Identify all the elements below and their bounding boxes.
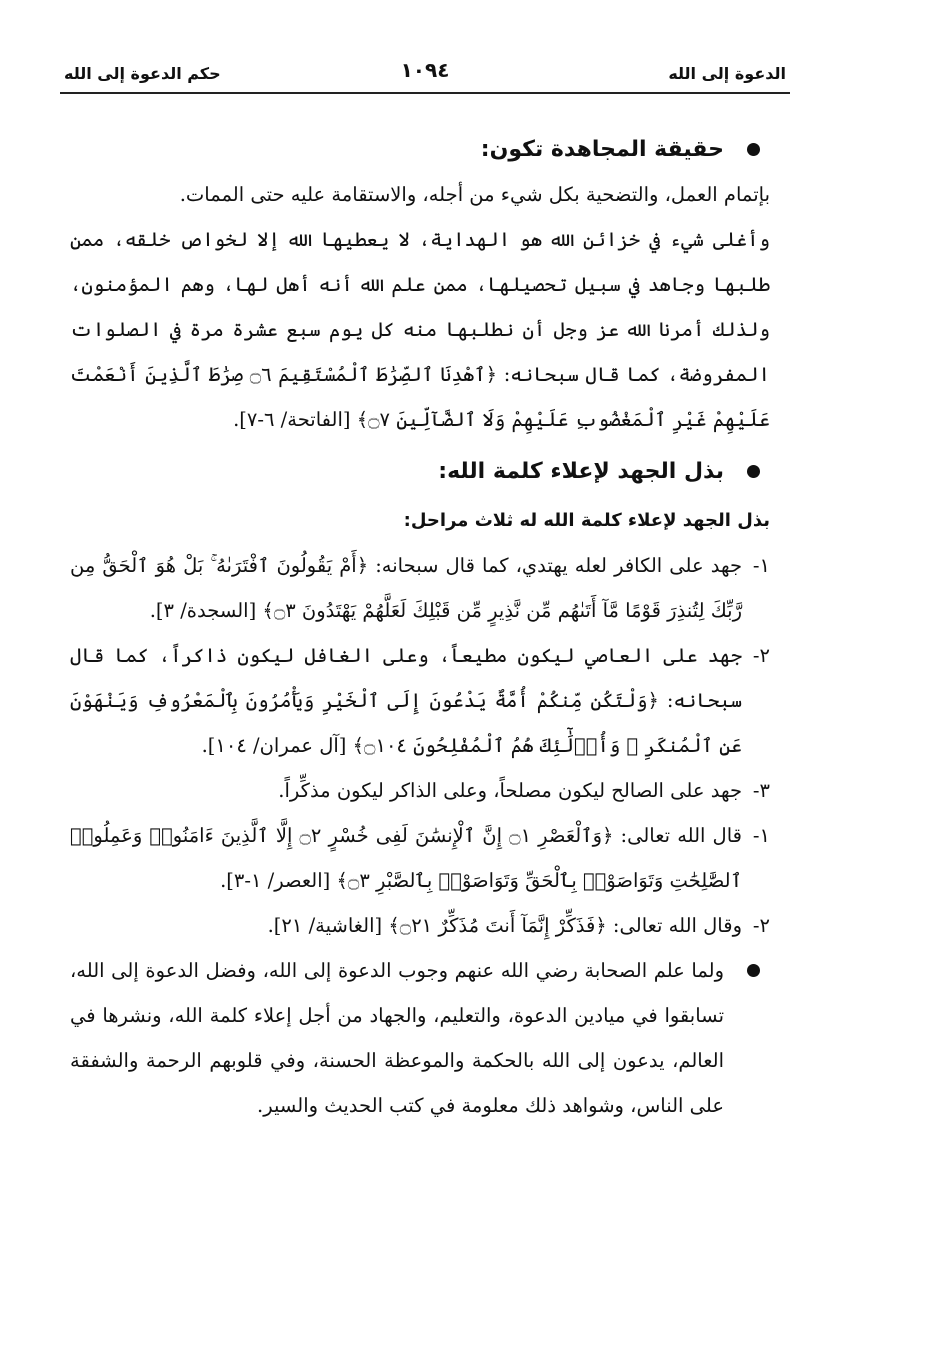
list-number: ١- <box>752 554 770 577</box>
list-item-text: جهد على العاصي ليكون مطيعاً، وعلى الغافل ليكون ذاكراً، كما قال سبحانه: ﴿وَلْتَكُن مِّنكُمْ أُمَّةٌ يَدْعُونَ إِلَى ٱلْخَيْرِ وَيَأْمُرُونَ بِٱلْمَعْرُوفِ وَيَنْهَوْنَ عَنِ ٱلْمُنكَرِ ۚ وَأُو۟لَٰٓئِكَ هُمُ ٱلْمُفْلِحُونَ ۝١٠٤﴾ [آل عمران/ ١٠٤]. <box>70 644 742 757</box>
chapter-title: حكم الدعوة إلى الله <box>64 64 221 83</box>
section-heading-1 <box>70 130 770 170</box>
list-item-text: وقال الله تعالى: ﴿فَذَكِّرْ إِنَّمَآ أَنتَ مُذَكِّرٌ ۝٢١﴾ [الغاشية/ ٢١]. <box>267 914 742 937</box>
subheading: بذل الجهد لإعلاء كلمة الله له ثلاث مراحل: <box>403 510 770 531</box>
bullet-icon <box>747 143 760 156</box>
page-number: ١٠٩٤ <box>400 58 450 82</box>
bullet-icon <box>747 964 760 977</box>
page-header <box>60 52 790 94</box>
paragraph-2: وأغلى شيء في خزائن الله هو الهداية، لا يعطيها الله إلا لخواص خلقه، ممن طلبها وجاهد في سبيل تحصيلها، ممن علم الله أنه أهل لها، وهم المؤمنون، ولذلك أمرنا الله عز وجل أن نطلبها منه كل يوم سبع عشرة مرة في الصلوات المفروضة، كما قال سبحانه: ﴿ٱهْدِنَا ٱلصِّرَٰطَ ٱلْمُسْتَقِيمَ ۝٦ صِرَٰطَ ٱلَّذِينَ أَنْعَمْتَ عَلَيْهِمْ غَيْرِ ٱلْمَغْضُوبِ عَلَيْهِمْ وَلَا ٱلضَّآلِّينَ ۝٧﴾ [الفاتحة/ ٦-٧]. <box>70 228 770 431</box>
list-number: ٢- <box>752 914 770 937</box>
list-number: ٢- <box>752 644 770 667</box>
list-number: ١- <box>752 824 770 847</box>
paragraph-1: بإتمام العمل، والتضحية بكل شيء من أجله، والاستقامة عليه حتى الممات. <box>179 183 770 206</box>
book-title: الدعوة إلى الله <box>668 64 786 83</box>
bullet-icon <box>747 465 760 478</box>
list-item <box>70 543 770 633</box>
section-heading-2 <box>70 452 770 492</box>
list-item-text: جهد على الصالح ليكون مصلحاً، وعلى الذاكر ليكون مذكِّراً. <box>278 779 742 802</box>
bullet-paragraph <box>70 948 770 1128</box>
section-heading-2-text: بذل الجهد لإعلاء كلمة الله: <box>438 459 724 484</box>
list-item-text: قال الله تعالى: ﴿وَٱلْعَصْرِ ۝١ إِنَّ ٱلْإِنسَٰنَ لَفِى خُسْرٍ ۝٢ إِلَّا ٱلَّذِينَ ءَامَنُوا۟ وَعَمِلُوا۟ ٱلصَّٰلِحَٰتِ وَتَوَاصَوْا۟ بِٱلْحَقِّ وَتَوَاصَوْا۟ بِٱلصَّبْرِ ۝٣﴾ [العصر/ ١-٣]. <box>70 824 742 892</box>
list-item <box>70 903 770 948</box>
section-heading-1-text: حقيقة المجاهدة تكون: <box>480 137 724 162</box>
list-item-text: جهد على الكافر لعله يهتدي، كما قال سبحانه: ﴿أَمْ يَقُولُونَ ٱفْتَرَىٰهُ ۚ بَلْ هُوَ ٱلْحَقُّ مِن رَّبِّكَ لِتُنذِرَ قَوْمًا مَّآ أَتَىٰهُم مِّن نَّذِيرٍ مِّن قَبْلِكَ لَعَلَّهُمْ يَهْتَدُونَ ۝٣﴾ [السجدة/ ٣]. <box>70 554 742 622</box>
list-item <box>70 633 770 768</box>
paragraph-3: ولما علم الصحابة رضي الله عنهم وجوب الدعوة إلى الله، وفضل الدعوة إلى الله، تسابقوا في ميادين الدعوة، والتعليم، والجهاد من أجل إعلاء كلمة الله، ونشرها في العالم، يدعون إلى الله بالحكمة والموعظة الحسنة، وفي قلوبهم الرحمة والشفقة على الناس، وشواهد ذلك معلومة في كتب الحديث والسير. <box>70 959 724 1117</box>
list-number: ٣- <box>752 779 770 802</box>
list-item <box>70 768 770 813</box>
list-item <box>70 813 770 903</box>
page-body <box>70 120 770 1128</box>
